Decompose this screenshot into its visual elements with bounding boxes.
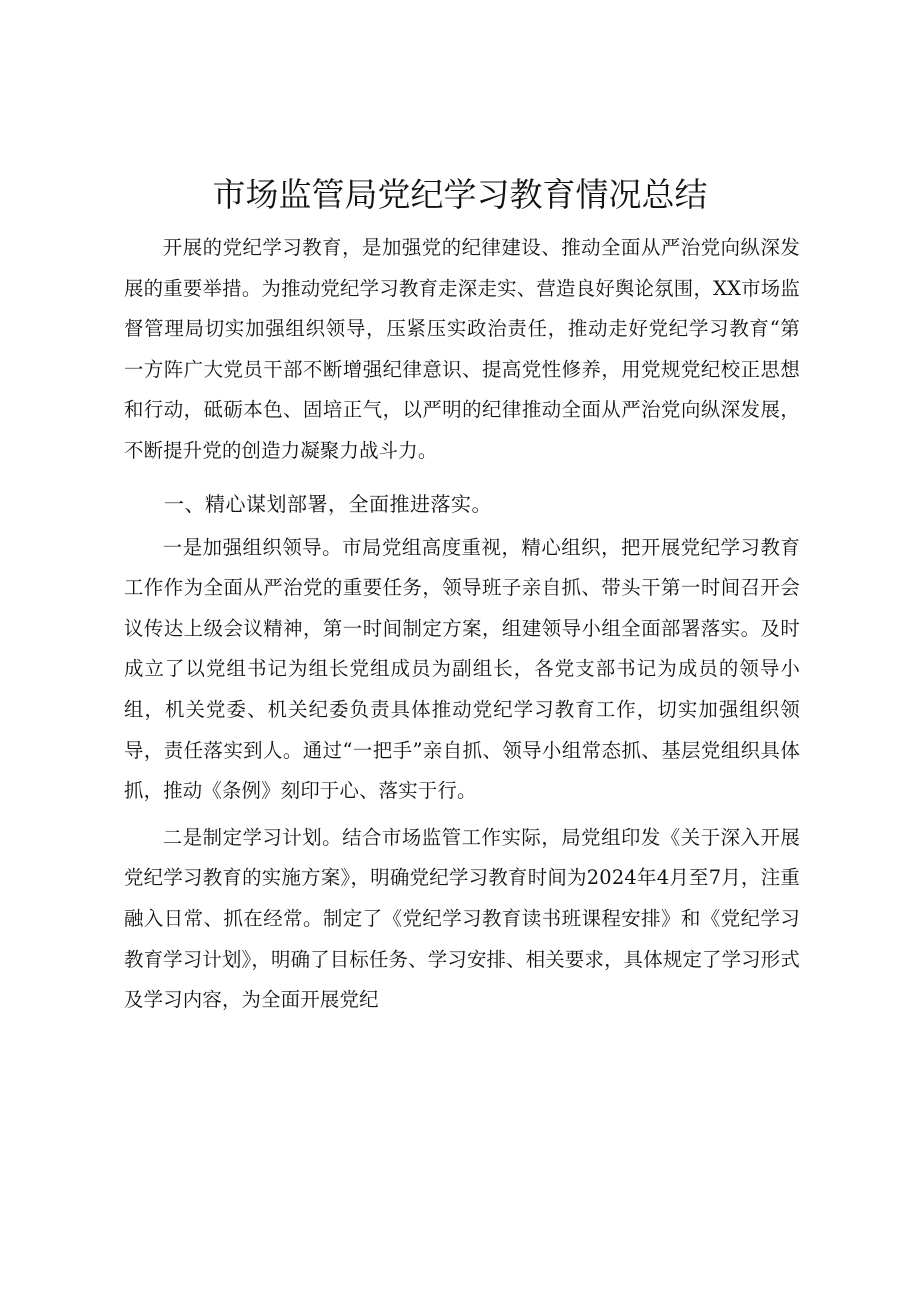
section-heading-1: 一、精心谋划部署，全面推进落实。 (164, 491, 492, 516)
document-body (124, 228, 800, 1021)
paragraph-organization-leadership: 一是加强组织领导。市局党组高度重视，精心组织，把开展党纪学习教育工作作为全面从严治党的重要任务，领导班子亲自抓、带头干第一时间召开会议传达上级会议精神，第一时间制定方案，组建领导小组全面部署落实。及时成立了以党组书记为组长党组成员为副组长，各党支部书记为成员的领导小组，机关党委、机关纪委负责具体推动党纪学习教育工作，切实加强组织领导，责任落实到人。通过“一把手”亲自抓、领导小组常态抓、基层党组织具体抓，推动《条例》刻印于心、落实于行。 (124, 535, 800, 803)
intro-paragraph: 开展的党纪学习教育，是加强党的纪律建设、推动全面从严治党向纵深发展的重要举措。为推动党纪学习教育走深走实、营造良好舆论氛围，XX市场监督管理局切实加强组织领导，压紧压实政治责任，推动走好党纪学习教育“第一方阵广大党员干部不断增强纪律意识、提高党性修养，用党规党纪校正思想和行动，砥砺本色、固培正气，以严明的纪律推动全面从严治党向纵深发展，不断提升党的创造力凝聚力战斗力。 (124, 236, 800, 462)
document-title: 市场监管局党纪学习教育情况总结 (212, 175, 708, 214)
paragraph-study-plan: 二是制定学习计划。结合市场监管工作实际，局党组印发《关于深入开展党纪学习教育的实施方案》，明确党纪学习教育时间为2024年4月至7月，注重融入日常、抓在经常。制定了《党纪学习教育读书班课程安排》和《党纪学习教育学习计划》，明确了目标任务、学习安排、相关要求，具体规定了学习形式及学习内容，为全面开展党纪 (124, 825, 800, 1012)
